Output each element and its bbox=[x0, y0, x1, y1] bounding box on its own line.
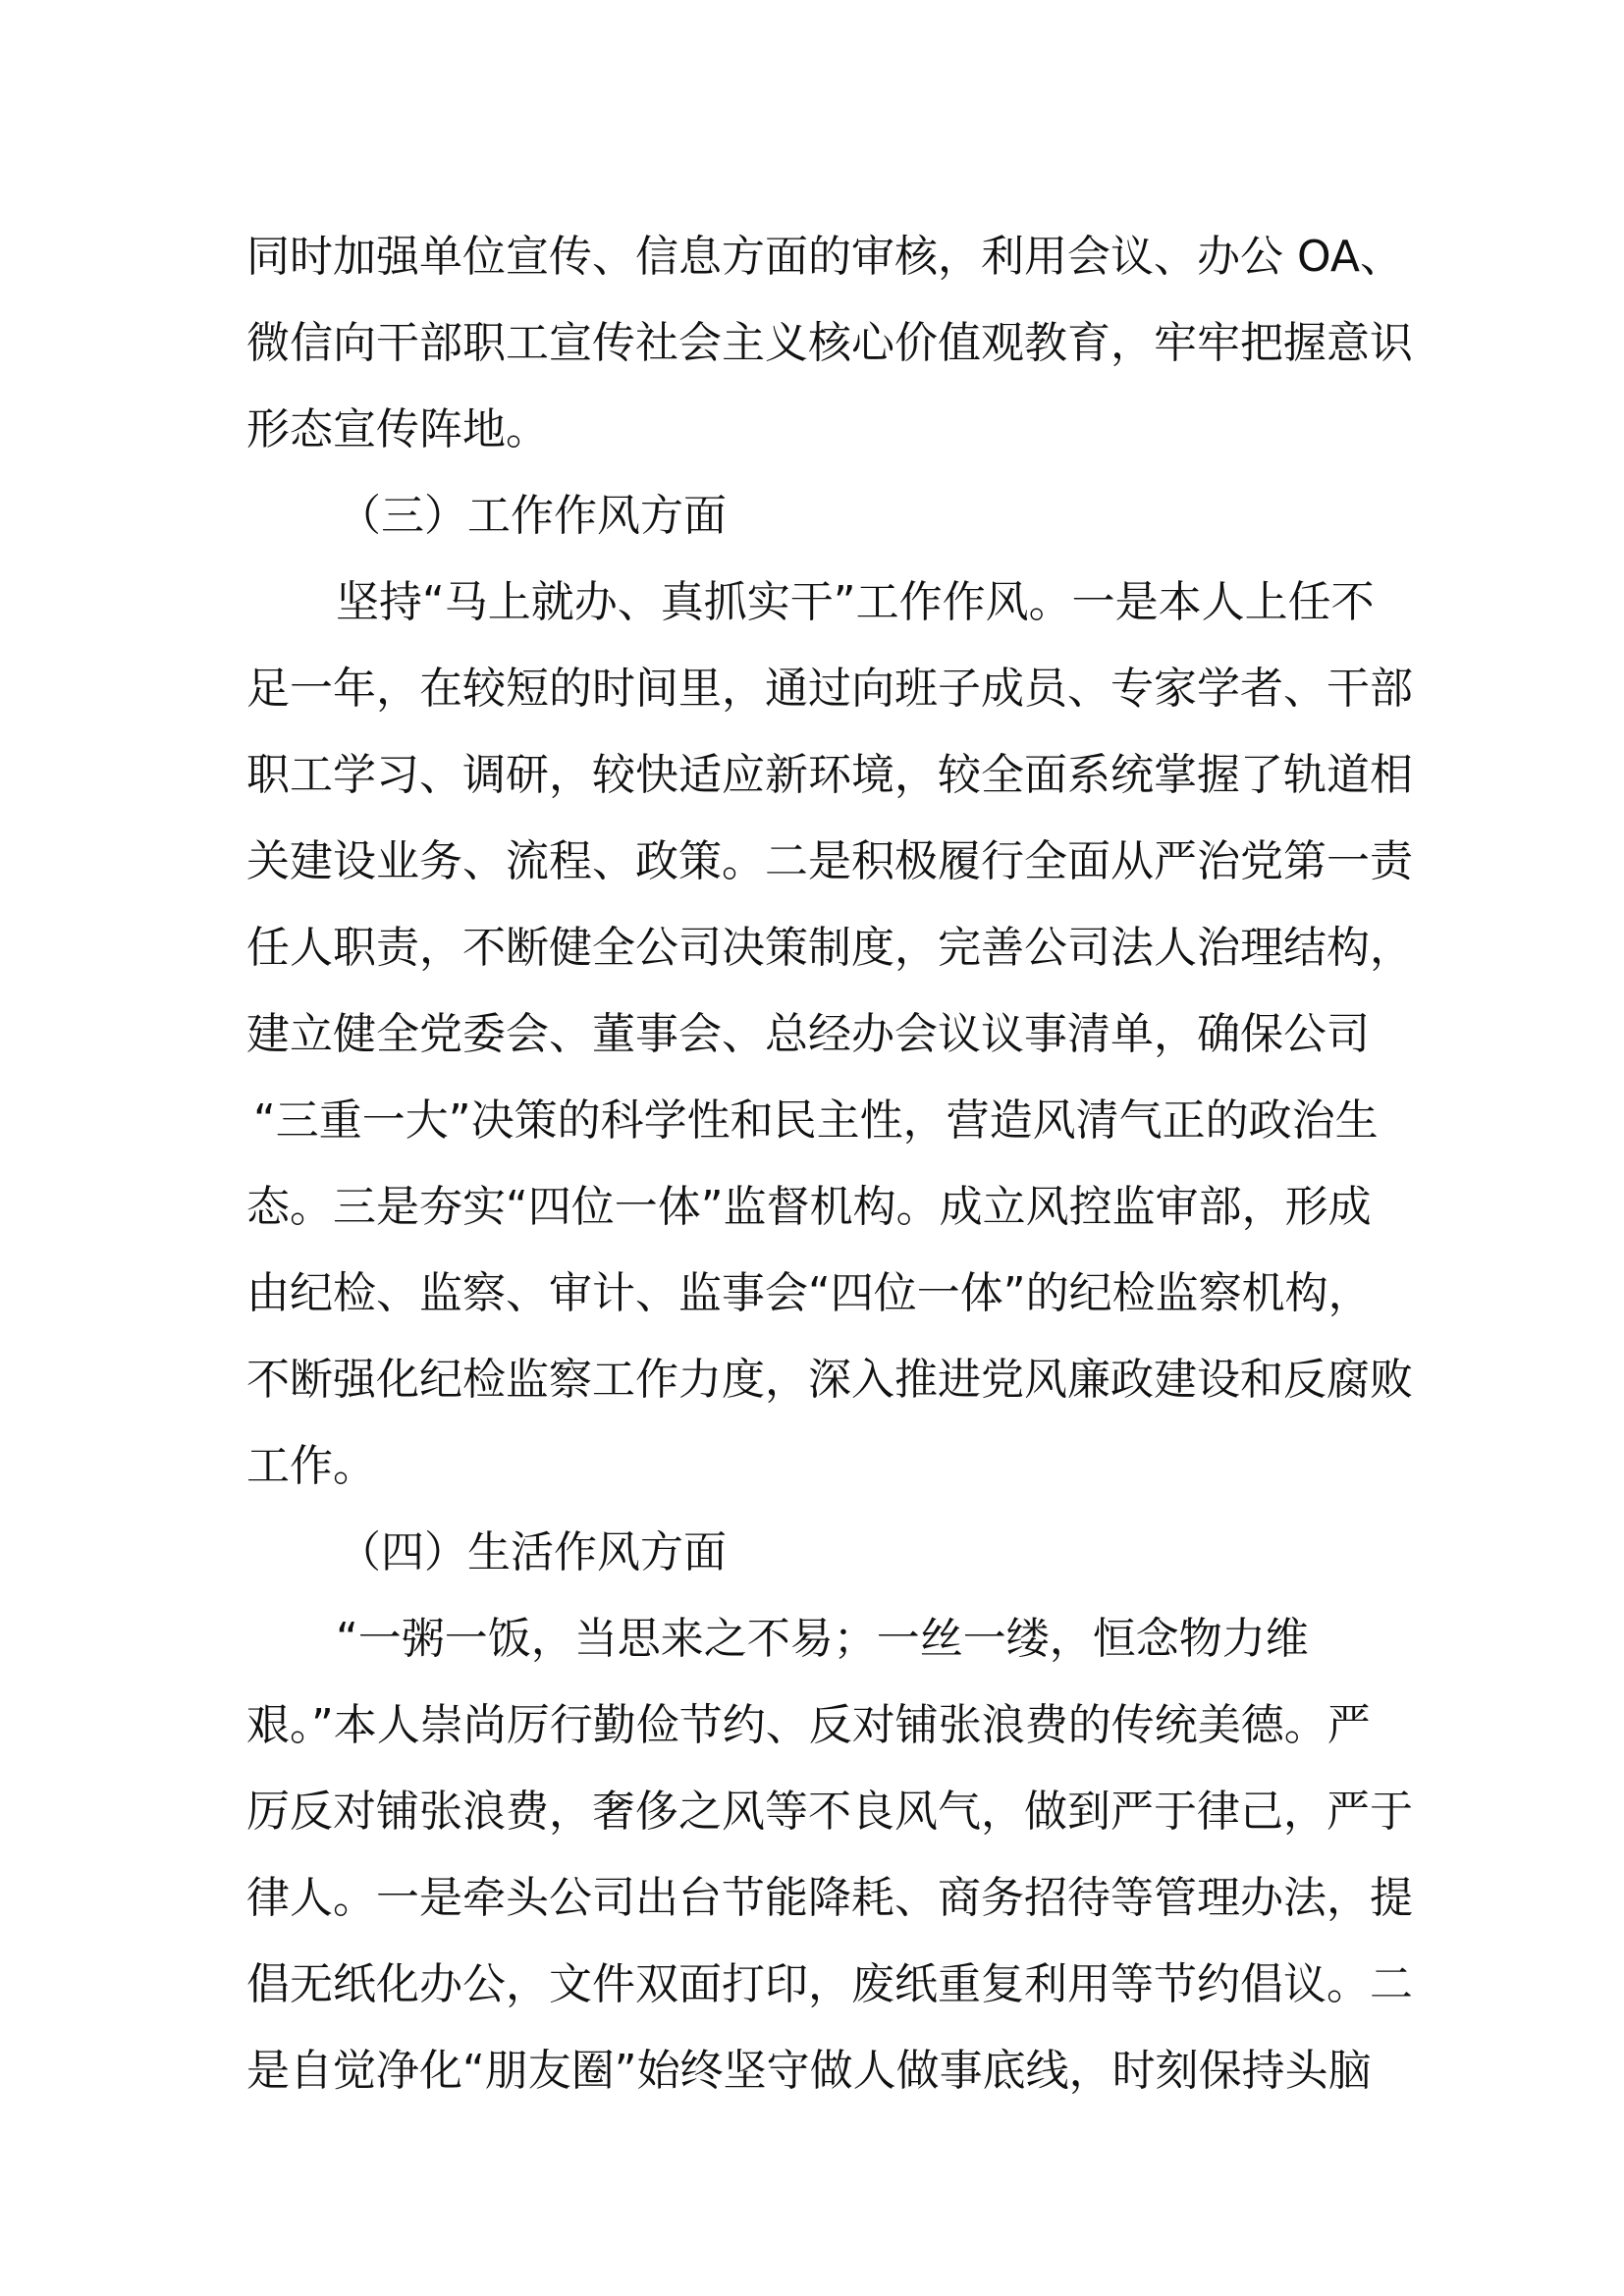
paragraph-line: 职工学习、调研，较快适应新环境，较全面系统掌握了轨道相 bbox=[246, 750, 1413, 800]
paragraph-line: 足一年，在较短的时间里，通过向班子成员、专家学者、干部 bbox=[246, 664, 1413, 714]
paragraph-line: 建立健全党委会、董事会、总经办会议议事清单，确保公司 bbox=[246, 1009, 1370, 1059]
paragraph-line: 律人。一是牵头公司出台节能降耗、商务招待等管理办法，提 bbox=[246, 1873, 1413, 1923]
section-heading-work-style: （三）工作作风方面 bbox=[338, 491, 727, 541]
paragraph-line: 任人职责，不断健全公司决策制度，完善公司法人治理结构， bbox=[246, 923, 1413, 973]
paragraph-line: 态。三是夯实“四位一体”监督机构。成立风控监审部，形成 bbox=[246, 1182, 1372, 1232]
section-heading-life-style: （四）生活作风方面 bbox=[338, 1527, 727, 1577]
paragraph-line: 同时加强单位宣传、信息方面的审核，利用会议、办公 OA、 bbox=[246, 232, 1403, 282]
paragraph-line: 微信向干部职工宣传社会主义核心价值观教育，牢牢把握意识 bbox=[246, 318, 1413, 368]
paragraph-line: 是自觉净化“朋友圈”始终坚守做人做事底线，时刻保持头脑 bbox=[246, 2046, 1372, 2096]
paragraph-line: 厉反对铺张浪费，奢侈之风等不良风气，做到严于律己，严于 bbox=[246, 1787, 1413, 1837]
paragraph-line: 形态宣传阵地。 bbox=[246, 404, 549, 454]
paragraph-line: “一粥一饭，当思来之不易；一丝一缕，恒念物力维 bbox=[336, 1614, 1309, 1664]
paragraph-line: 倡无纸化办公，文件双面打印，废纸重复利用等节约倡议。二 bbox=[246, 1959, 1413, 2009]
paragraph-line: 工作。 bbox=[246, 1441, 376, 1491]
paragraph-line: “三重一大”决策的科学性和民主性，营造风清气正的政治生 bbox=[253, 1095, 1379, 1146]
paragraph-line: 艰。”本人崇尚厉行勤俭节约、反对铺张浪费的传统美德。严 bbox=[246, 1700, 1371, 1750]
paragraph-line: 不断强化纪检监察工作力度，深入推进党风廉政建设和反腐败 bbox=[246, 1355, 1413, 1405]
paragraph-line: 坚持“马上就办、真抓实干”工作作风。一是本人上任不 bbox=[336, 577, 1375, 627]
paragraph-line: 由纪检、监察、审计、监事会“四位一体”的纪检监察机构， bbox=[246, 1268, 1372, 1318]
paragraph-line: 关建设业务、流程、政策。二是积极履行全面从严治党第一责 bbox=[246, 836, 1413, 886]
